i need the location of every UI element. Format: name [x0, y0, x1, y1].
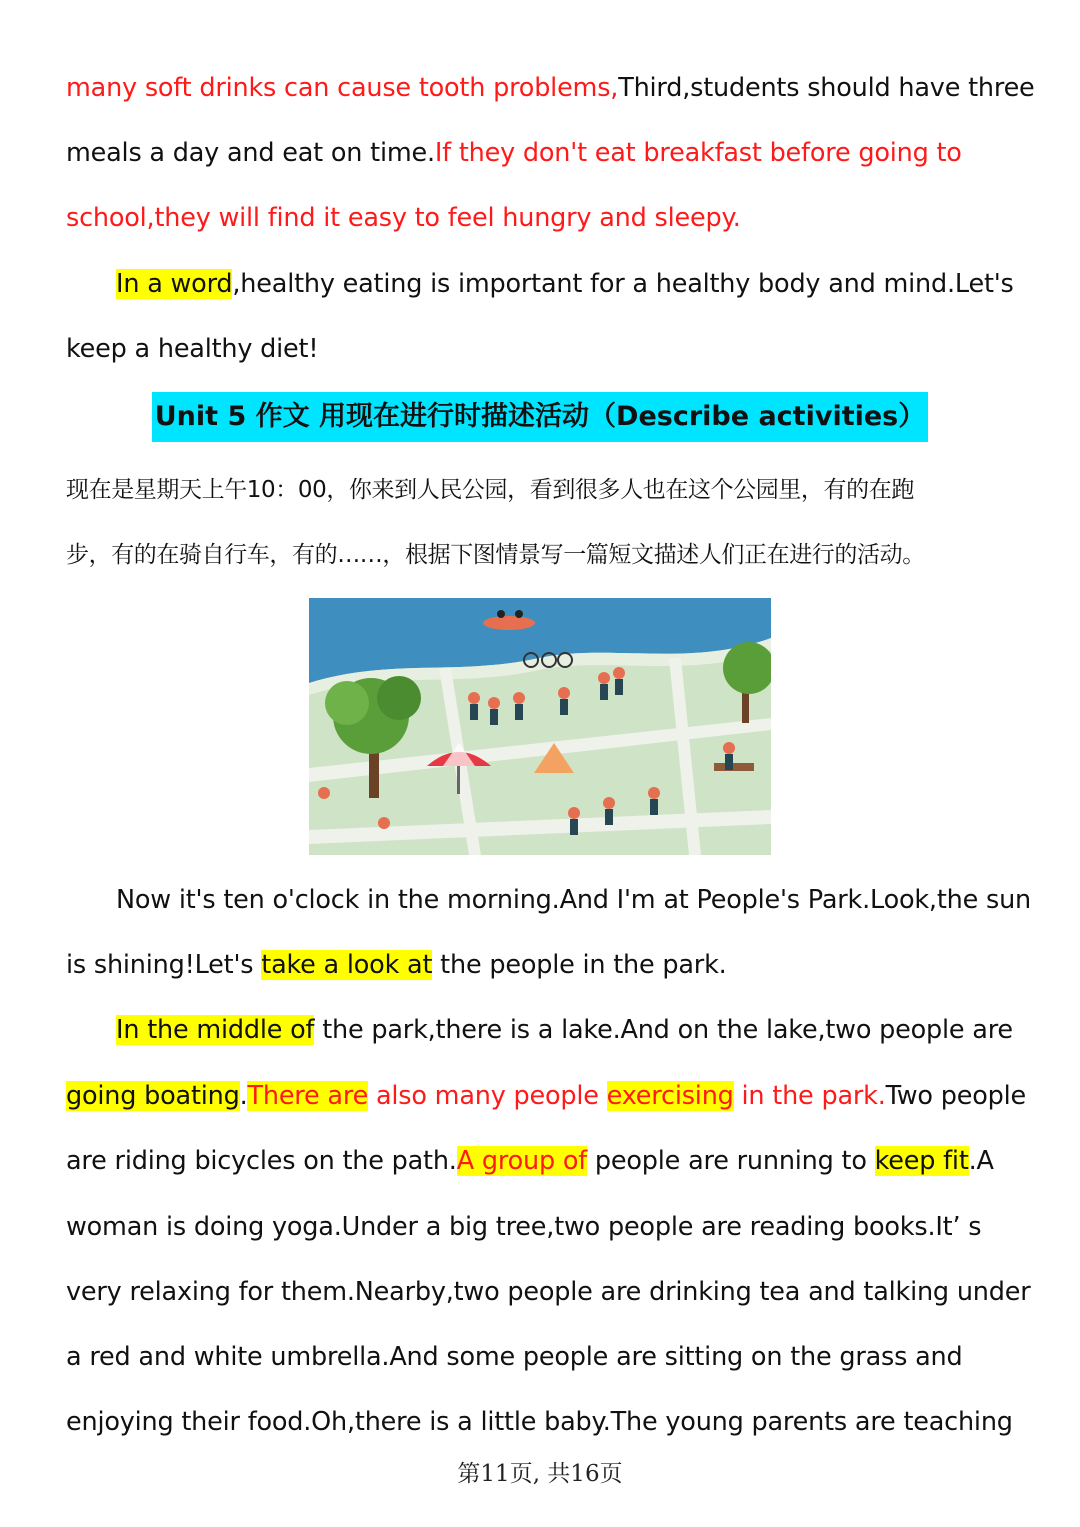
- essay-line-8: a red and white umbrella.And some people are sitting on the grass and: [66, 1342, 963, 1372]
- highlighted-red-phrase: There are: [247, 1081, 369, 1111]
- essay-line-5: [66, 1141, 994, 1181]
- highlighted-red-phrase: exercising: [606, 1081, 734, 1111]
- text: is shining!Let's: [66, 950, 262, 980]
- essay-line-2: [66, 945, 727, 985]
- prompt-line-1: 现在是星期天上午10：00，你来到人民公园，看到很多人也在这个公园里，有的在跑: [66, 477, 914, 503]
- highlighted-phrase: take a look at: [261, 950, 433, 980]
- prev-line-3: school,they will find it easy to feel hungry and sleepy.: [66, 203, 741, 233]
- red-text: in the park.: [733, 1081, 886, 1111]
- text: Two people: [885, 1081, 1026, 1111]
- red-text: many soft drinks can cause tooth problems,: [66, 73, 619, 103]
- prompt-line-2: 步，有的在骑自行车，有的……，根据下图情景写一篇短文描述人们正在进行的活动。: [66, 542, 925, 568]
- essay-line-3: [116, 1010, 1013, 1050]
- text: Third,students should have three: [618, 73, 1035, 103]
- park-scene-illustration: [309, 598, 771, 855]
- red-text: If they don't eat breakfast before going to: [434, 138, 962, 168]
- text: meals a day and eat on time.: [66, 138, 435, 168]
- prev-line-4: [116, 264, 1014, 304]
- text: .A: [968, 1146, 994, 1176]
- essay-line-6: woman is doing yoga.Under a big tree,two people are reading books.It’ s: [66, 1212, 982, 1242]
- highlighted-phrase: In a word: [116, 269, 233, 299]
- essay-line-7: very relaxing for them.Nearby,two people are drinking tea and talking under: [66, 1277, 1031, 1307]
- page-footer: 第11页, 共16页: [457, 1461, 623, 1487]
- prev-line-5: keep a healthy diet!: [66, 334, 319, 364]
- essay-line-1: Now it's ten o'clock in the morning.And I'm at People's Park.Look,the sun: [116, 885, 1032, 915]
- highlighted-phrase: keep fit: [874, 1146, 969, 1176]
- prev-line-1: [66, 68, 1035, 108]
- text: the park,there is a lake.And on the lake,two people are: [314, 1015, 1013, 1045]
- highlighted-phrase: going boating: [66, 1081, 240, 1111]
- unit-heading: Unit 5 作文 用现在进行时描述活动（Describe activities）: [152, 392, 928, 442]
- text: ,healthy eating is important for a healthy body and mind.Let's: [232, 269, 1014, 299]
- essay-line-4: [66, 1076, 1026, 1116]
- red-text: also many people: [368, 1081, 607, 1111]
- essay-line-9: enjoying their food.Oh,there is a little baby.The young parents are teaching: [66, 1407, 1013, 1437]
- text: .: [239, 1081, 248, 1111]
- text: are riding bicycles on the path.: [66, 1146, 457, 1176]
- text: people are running to: [587, 1146, 875, 1176]
- highlighted-phrase: In the middle of: [116, 1015, 315, 1045]
- text: the people in the park.: [432, 950, 727, 980]
- prev-line-2: [66, 133, 962, 173]
- highlighted-red-phrase: A group of: [456, 1146, 588, 1176]
